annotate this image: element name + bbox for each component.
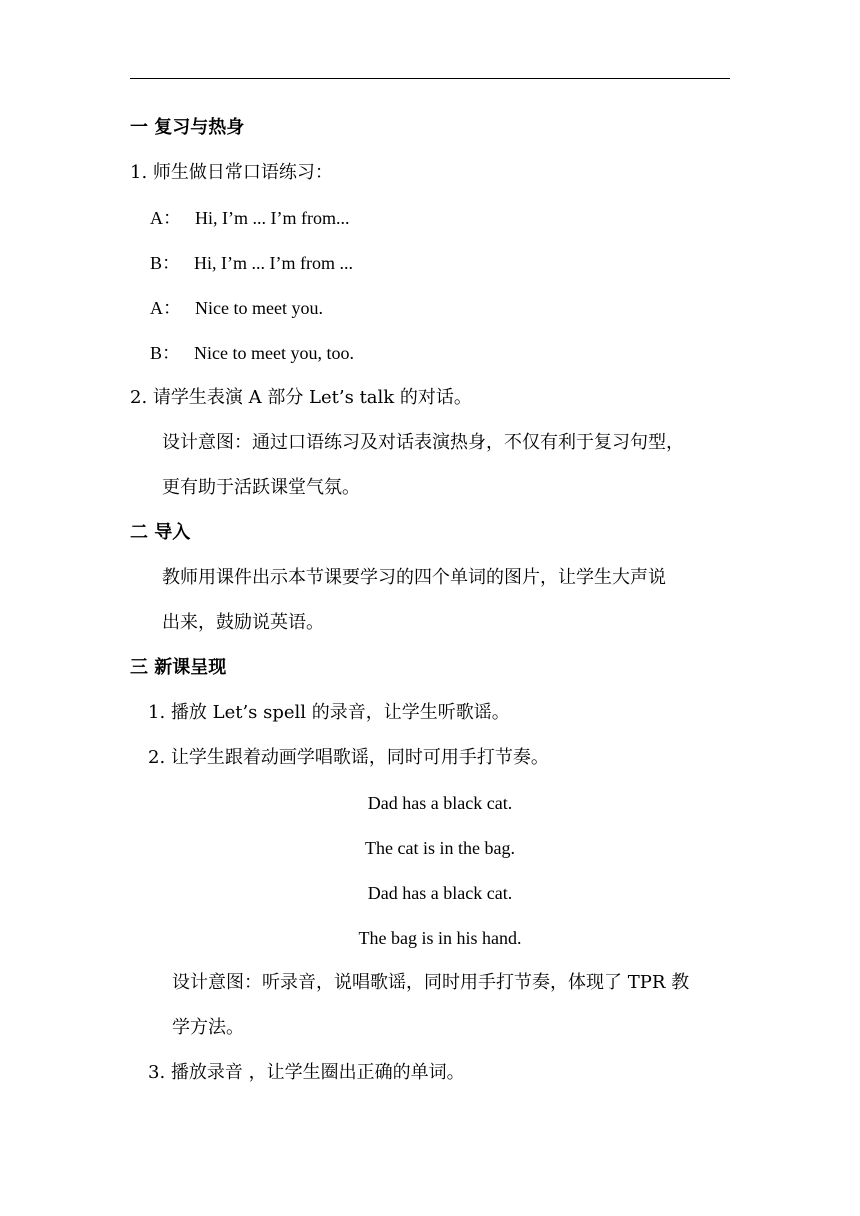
dialogue-text: Hi, I’m ... I’m from... bbox=[195, 208, 350, 228]
speaker-label: B： bbox=[150, 343, 181, 363]
dialogue-text: Nice to meet you. bbox=[195, 298, 323, 318]
speaker-label: B： bbox=[150, 253, 181, 273]
dialogue-line bbox=[150, 207, 349, 229]
item-circle-words: 3. 播放录音 ，让学生圈出正确的单词。 bbox=[148, 1062, 465, 1083]
intro-paragraph: 出来，鼓励说英语。 bbox=[162, 612, 324, 633]
dialogue-line bbox=[150, 342, 354, 364]
item-sing-chant: 2. 让学生跟着动画学唱歌谣，同时可用手打节奏。 bbox=[148, 747, 549, 768]
design-intent-text: 更有助于活跃课堂气氛。 bbox=[162, 477, 360, 498]
item-daily-practice: 1. 师生做日常口语练习： bbox=[130, 162, 333, 183]
intro-paragraph: 教师用课件出示本节课要学习的四个单词的图片，让学生大声说 bbox=[162, 567, 666, 588]
speaker-label: A： bbox=[150, 208, 181, 228]
chant-line: The bag is in his hand. bbox=[358, 928, 522, 948]
section-heading-review: 一 复习与热身 bbox=[130, 117, 245, 138]
design-intent-text: 设计意图：听录音，说唱歌谣，同时用手打节奏，体现了 TPR 教 bbox=[172, 972, 690, 993]
dialogue-line bbox=[150, 252, 353, 274]
design-intent-text: 设计意图：通过口语练习及对话表演热身，不仅有利于复习句型， bbox=[162, 432, 684, 453]
dialogue-text: Hi, I’m ... I’m from ... bbox=[194, 253, 353, 273]
section-heading-new-lesson: 三 新课呈现 bbox=[130, 657, 227, 678]
item-play-recording: 1. 播放 Let’s spell 的录音，让学生听歌谣。 bbox=[148, 702, 510, 723]
chant-line: The cat is in the bag. bbox=[365, 838, 515, 858]
design-intent-text: 学方法。 bbox=[172, 1017, 244, 1038]
speaker-label: A： bbox=[150, 298, 181, 318]
header-rule bbox=[130, 78, 730, 79]
dialogue-text: Nice to meet you, too. bbox=[194, 343, 354, 363]
section-heading-intro: 二 导入 bbox=[130, 522, 191, 543]
chant-line: Dad has a black cat. bbox=[367, 883, 513, 903]
dialogue-line bbox=[150, 297, 323, 319]
chant-line: Dad has a black cat. bbox=[367, 793, 513, 813]
item-act-out-talk: 2. 请学生表演 A 部分 Let’s talk 的对话。 bbox=[130, 387, 472, 408]
